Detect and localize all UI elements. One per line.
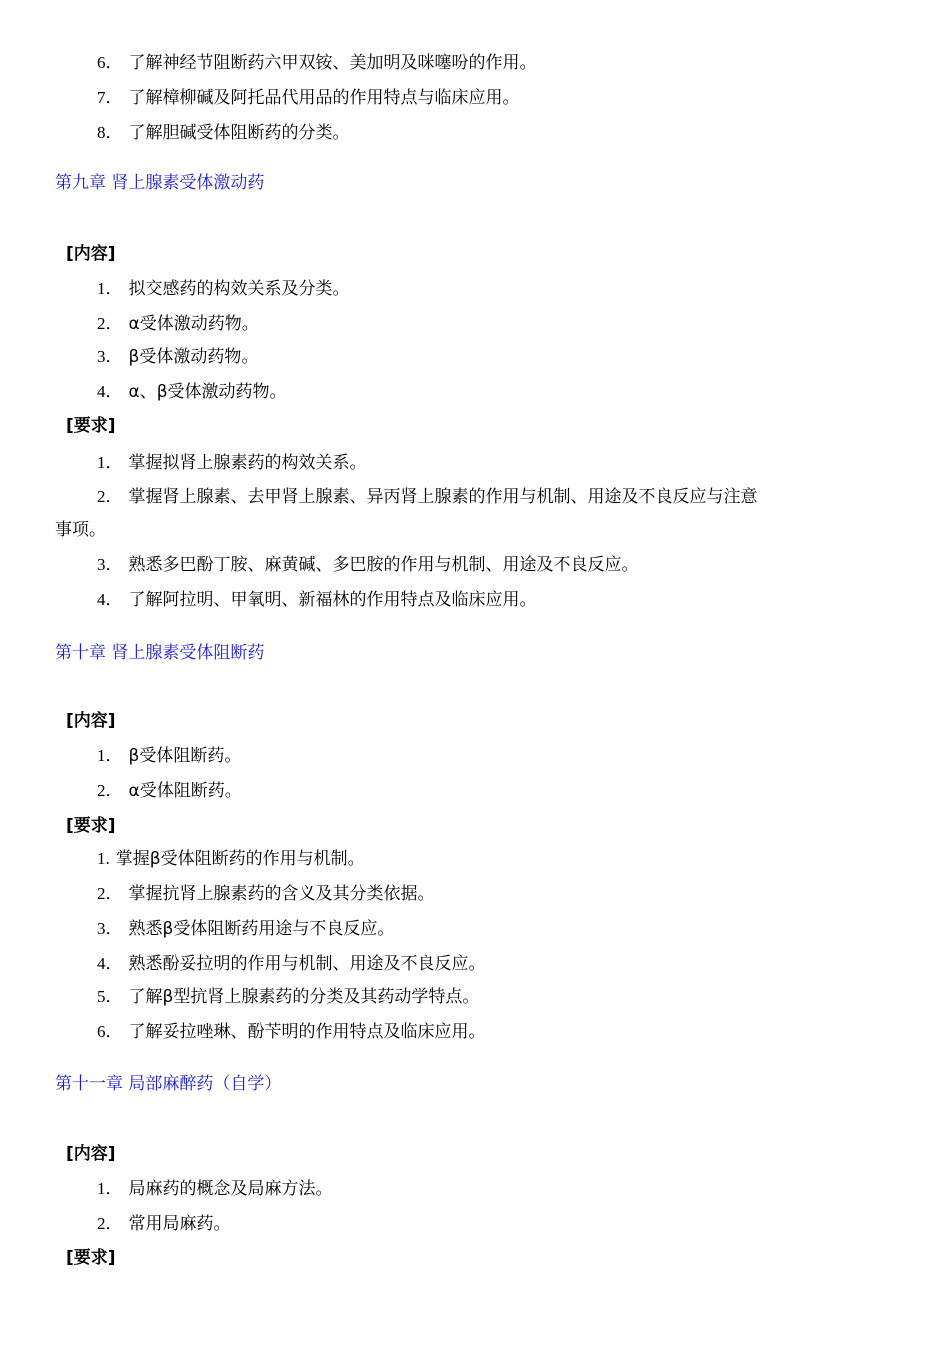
list-item bbox=[97, 589, 537, 611]
item-number: 3． bbox=[97, 347, 123, 366]
list-item bbox=[97, 381, 287, 403]
list-item bbox=[97, 486, 758, 508]
item-text: 了解樟柳碱及阿托品代用品的作用特点与临床应用。 bbox=[128, 88, 520, 108]
item-number: 3． bbox=[97, 919, 123, 938]
item-number: 8． bbox=[97, 123, 123, 142]
item-number: 4． bbox=[97, 954, 123, 973]
item-number: 1． bbox=[97, 1179, 123, 1198]
content-label: [内容] bbox=[66, 711, 116, 731]
list-item bbox=[97, 452, 367, 474]
requirements-label: [要求] bbox=[66, 816, 116, 836]
item-number: 1． bbox=[97, 746, 123, 765]
item-text: 掌握β受体阻断药的作用与机制。 bbox=[115, 849, 365, 869]
item-number: 2． bbox=[97, 781, 123, 800]
item-continuation: 事项。 bbox=[55, 520, 106, 540]
item-text: 掌握抗肾上腺素药的含义及其分类依据。 bbox=[128, 884, 435, 904]
item-text: 熟悉多巴酚丁胺、麻黄碱、多巴胺的作用与机制、用途及不良反应。 bbox=[128, 555, 639, 575]
item-number: 4． bbox=[97, 382, 123, 401]
chapter-heading: 第九章 肾上腺素受体激动药 bbox=[55, 173, 265, 193]
item-text: 拟交感药的构效关系及分类。 bbox=[128, 279, 350, 299]
list-item bbox=[97, 313, 259, 335]
item-number: 4． bbox=[97, 590, 123, 609]
requirements-label: [要求] bbox=[66, 416, 116, 436]
list-item bbox=[97, 1021, 486, 1043]
item-text: β受体阻断药。 bbox=[128, 746, 242, 766]
content-label: [内容] bbox=[66, 1144, 116, 1164]
list-item bbox=[97, 918, 394, 940]
item-text: α、β受体激动药物。 bbox=[128, 382, 287, 402]
item-text: 了解胆碱受体阻断药的分类。 bbox=[128, 123, 350, 143]
item-number: 3． bbox=[97, 555, 123, 574]
list-item bbox=[97, 1213, 231, 1235]
list-item bbox=[97, 848, 365, 870]
item-text: α受体阻断药。 bbox=[128, 781, 242, 801]
content-label: [内容] bbox=[66, 244, 116, 264]
list-item bbox=[97, 87, 520, 109]
list-item bbox=[97, 346, 258, 368]
list-item bbox=[97, 953, 486, 975]
item-number: 2． bbox=[97, 884, 123, 903]
list-item bbox=[97, 278, 350, 300]
item-text: 熟悉酚妥拉明的作用与机制、用途及不良反应。 bbox=[128, 954, 486, 974]
item-number: 6． bbox=[97, 1022, 123, 1041]
item-number: 2． bbox=[97, 314, 123, 333]
item-text: β受体激动药物。 bbox=[128, 347, 259, 367]
item-number: 2． bbox=[97, 487, 123, 506]
item-text: 掌握肾上腺素、去甲肾上腺素、异丙肾上腺素的作用与机制、用途及不良反应与注意 bbox=[128, 487, 758, 507]
item-text: 了解妥拉唑琳、酚苄明的作用特点及临床应用。 bbox=[128, 1022, 486, 1042]
item-number: 5． bbox=[97, 987, 123, 1006]
item-text: 了解神经节阻断药六甲双铵、美加明及咪噻吩的作用。 bbox=[128, 53, 537, 73]
item-number: 1． bbox=[97, 453, 123, 472]
list-item bbox=[97, 986, 479, 1008]
chapter-heading: 第十一章 局部麻醉药（自学） bbox=[55, 1074, 282, 1094]
list-item bbox=[97, 745, 241, 767]
item-number: 1． bbox=[97, 279, 123, 298]
list-item bbox=[97, 122, 350, 144]
item-text: 了解β型抗肾上腺素药的分类及其药动学特点。 bbox=[128, 987, 480, 1007]
item-number: 1. bbox=[97, 849, 110, 868]
list-item bbox=[97, 52, 537, 74]
item-text: 常用局麻药。 bbox=[128, 1214, 231, 1234]
item-number: 7． bbox=[97, 88, 123, 107]
item-text: α受体激动药物。 bbox=[128, 314, 259, 334]
list-item bbox=[97, 780, 242, 802]
item-text: 了解阿拉明、甲氧明、新福林的作用特点及临床应用。 bbox=[128, 590, 537, 610]
chapter-heading: 第十章 肾上腺素受体阻断药 bbox=[55, 643, 265, 663]
item-number: 2． bbox=[97, 1214, 123, 1233]
item-text: 熟悉β受体阻断药用途与不良反应。 bbox=[128, 919, 395, 939]
list-item bbox=[97, 883, 435, 905]
list-item bbox=[97, 1178, 333, 1200]
item-text: 掌握拟肾上腺素药的构效关系。 bbox=[128, 453, 367, 473]
requirements-label: [要求] bbox=[66, 1248, 116, 1268]
item-number: 6． bbox=[97, 53, 123, 72]
item-text: 局麻药的概念及局麻方法。 bbox=[128, 1179, 333, 1199]
list-item bbox=[97, 554, 639, 576]
